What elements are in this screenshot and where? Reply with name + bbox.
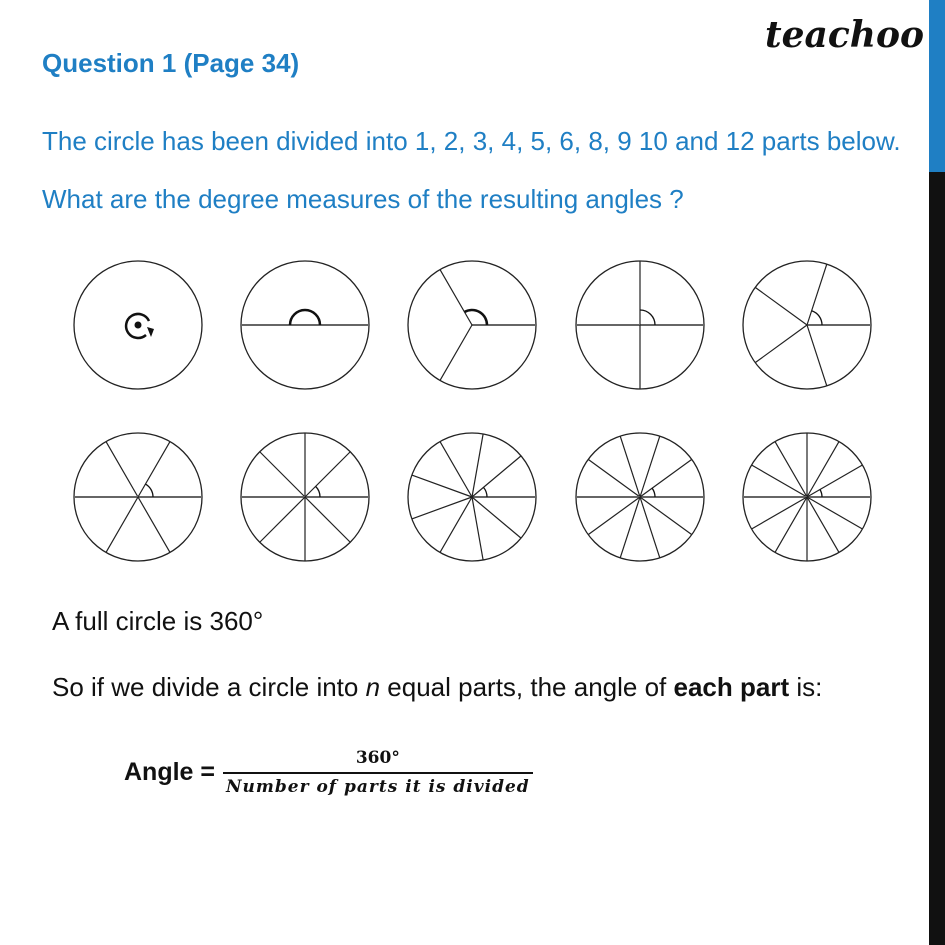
question-text: The circle has been divided into 1, 2, 3, 4, 5, 6, 8, 9 10 and 12 parts below. What are the degree measures of the resulting angles ?: [42, 126, 901, 214]
numerator: 360°: [223, 748, 533, 774]
radius-line: [640, 497, 692, 535]
center-dot: [135, 322, 142, 329]
full-circle-statement: A full circle is 360°: [52, 606, 264, 636]
radius-line: [412, 475, 472, 497]
radius-line: [440, 325, 472, 380]
angle-arc: [483, 487, 487, 497]
radius-line: [807, 497, 839, 552]
division-statement: [52, 672, 822, 703]
scrollbar[interactable]: [929, 0, 945, 945]
radius-line: [640, 497, 660, 558]
radius-line: [807, 264, 827, 325]
radius-line: [412, 497, 472, 519]
radius-line: [440, 497, 472, 552]
radius-line: [138, 497, 170, 552]
radius-line: [106, 497, 138, 552]
angle-formula: [124, 748, 533, 797]
angle-arc: [640, 310, 655, 325]
text: equal parts, the angle of: [380, 672, 674, 702]
angle-arc: [316, 486, 320, 497]
radius-line: [752, 497, 807, 529]
angle-arc: [652, 488, 655, 497]
radius-line: [440, 442, 472, 497]
radius-line: [640, 459, 692, 497]
angle-arc: [290, 310, 320, 325]
radius-line: [807, 465, 862, 497]
radius-line: [755, 287, 807, 325]
radius-line: [472, 456, 521, 497]
radius-line: [588, 497, 640, 535]
radius-line: [807, 497, 862, 529]
radius-line: [775, 442, 807, 497]
radius-line: [305, 497, 350, 542]
radius-line: [775, 497, 807, 552]
radius-line: [620, 497, 640, 558]
radius-line: [260, 452, 305, 497]
question-title: Question 1 (Page 34): [42, 48, 300, 78]
teachoo-logo: teachoo: [765, 14, 924, 56]
text: is:: [789, 672, 823, 702]
radius-line: [440, 270, 472, 325]
radius-line: [472, 434, 483, 497]
radius-line: [260, 497, 305, 542]
angle-arc: [820, 490, 822, 498]
denominator: Number of parts it is divided: [226, 777, 530, 797]
text: So if we divide a circle into: [52, 672, 366, 702]
radius-line: [106, 442, 138, 497]
angle-arc: [146, 484, 154, 497]
radius-line: [807, 442, 839, 497]
radius-line: [752, 465, 807, 497]
scrollbar-thumb[interactable]: [929, 0, 945, 172]
radius-line: [755, 325, 807, 363]
formula-lhs: Angle =: [124, 758, 215, 786]
radius-line: [138, 442, 170, 497]
radius-line: [305, 452, 350, 497]
radius-line: [807, 325, 827, 386]
radius-line: [620, 436, 640, 497]
angle-arc: [812, 311, 822, 325]
radius-line: [588, 459, 640, 497]
radius-line: [640, 436, 660, 497]
divided-circles-figure: [0, 250, 929, 570]
arrowhead-icon: [147, 327, 154, 337]
variable-n: n: [365, 672, 381, 702]
radius-line: [472, 497, 521, 538]
radius-line: [472, 497, 483, 560]
fraction: [223, 748, 533, 797]
bold-text: each part: [673, 672, 790, 702]
